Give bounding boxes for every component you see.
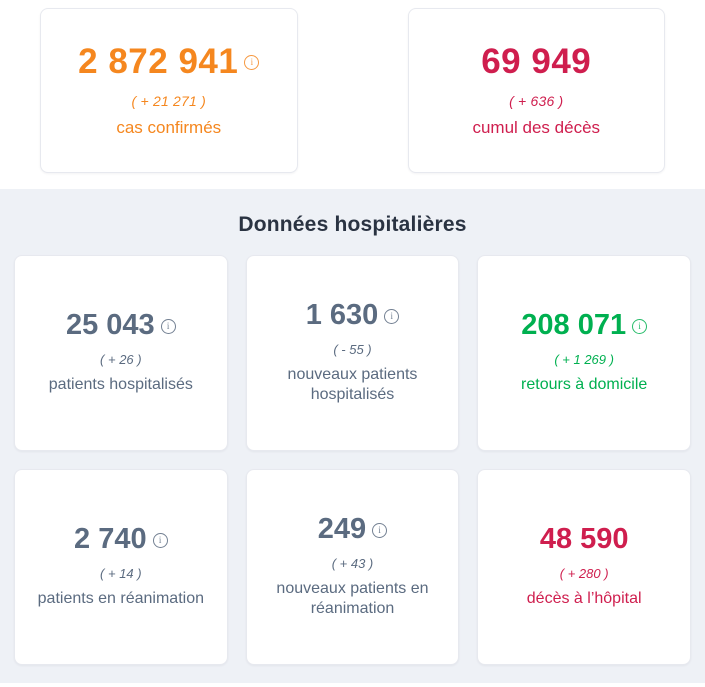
- stat-value-row: [66, 310, 176, 342]
- stat-delta: ( + 1 269 ): [554, 352, 614, 368]
- stat-value: 2 740: [74, 523, 147, 556]
- stat-value: 2 872 941: [78, 41, 239, 81]
- stat-label: patients hospitalisés: [48, 376, 193, 394]
- stat-label: nouveaux patients hospitalisés: [287, 365, 418, 404]
- stat-label: décès à l’hôpital: [526, 590, 642, 608]
- stat-value: 1 630: [305, 298, 379, 331]
- stat-card-nouveaux-patients-en-reanimation[interactable]: [246, 469, 460, 665]
- stat-label: retours à domicile: [521, 376, 648, 394]
- stat-value-row: [78, 43, 259, 82]
- hospital-section: [0, 189, 705, 683]
- summary-section: [0, 0, 705, 189]
- stat-value: 48 590: [539, 523, 629, 556]
- info-icon[interactable]: i: [372, 523, 387, 538]
- stat-value-row: [481, 43, 591, 82]
- stat-card-retours-a-domicile[interactable]: [477, 255, 691, 451]
- stat-value-row: [74, 524, 168, 556]
- stat-value: 25 043: [65, 309, 155, 342]
- info-icon[interactable]: i: [244, 55, 259, 70]
- stat-value-row: [306, 300, 400, 332]
- stat-delta: ( + 636 ): [509, 93, 564, 110]
- stat-card-deces-a-l-hopital[interactable]: [477, 469, 691, 665]
- stat-value-row: [521, 310, 647, 342]
- stat-value: 208 071: [521, 309, 627, 342]
- stat-delta: ( + 14 ): [100, 566, 142, 582]
- summary-cards-row: [40, 8, 665, 173]
- stat-value-row: [318, 514, 387, 546]
- info-icon[interactable]: i: [632, 319, 647, 334]
- stat-value: 69 949: [481, 41, 592, 81]
- stat-card-nouveaux-patients-hospitalises[interactable]: [246, 255, 460, 451]
- stat-card-cas-confirmes[interactable]: [40, 8, 298, 173]
- hospital-cards-grid: [14, 255, 691, 665]
- stat-value-row: [540, 524, 629, 556]
- stat-card-patients-hospitalises[interactable]: [14, 255, 228, 451]
- stat-delta: ( + 43 ): [331, 555, 374, 571]
- stat-delta: ( - 55 ): [333, 341, 372, 357]
- info-icon[interactable]: i: [161, 319, 176, 334]
- section-title: Données hospitalières: [238, 213, 467, 236]
- stat-label: nouveaux patients en réanimation: [276, 579, 429, 618]
- stat-value: 249: [317, 512, 367, 545]
- stat-label: cas confirmés: [116, 118, 222, 138]
- stat-delta: ( + 280 ): [559, 566, 609, 582]
- stat-delta: ( + 21 271 ): [131, 93, 206, 110]
- stat-label: patients en réanimation: [37, 590, 204, 608]
- info-icon[interactable]: i: [384, 309, 399, 324]
- stat-card-cumul-deces[interactable]: [408, 8, 666, 173]
- stat-card-patients-en-reanimation[interactable]: [14, 469, 228, 665]
- stat-label: cumul des décès: [472, 118, 601, 138]
- stat-delta: ( + 26 ): [100, 352, 142, 368]
- info-icon[interactable]: i: [153, 533, 168, 548]
